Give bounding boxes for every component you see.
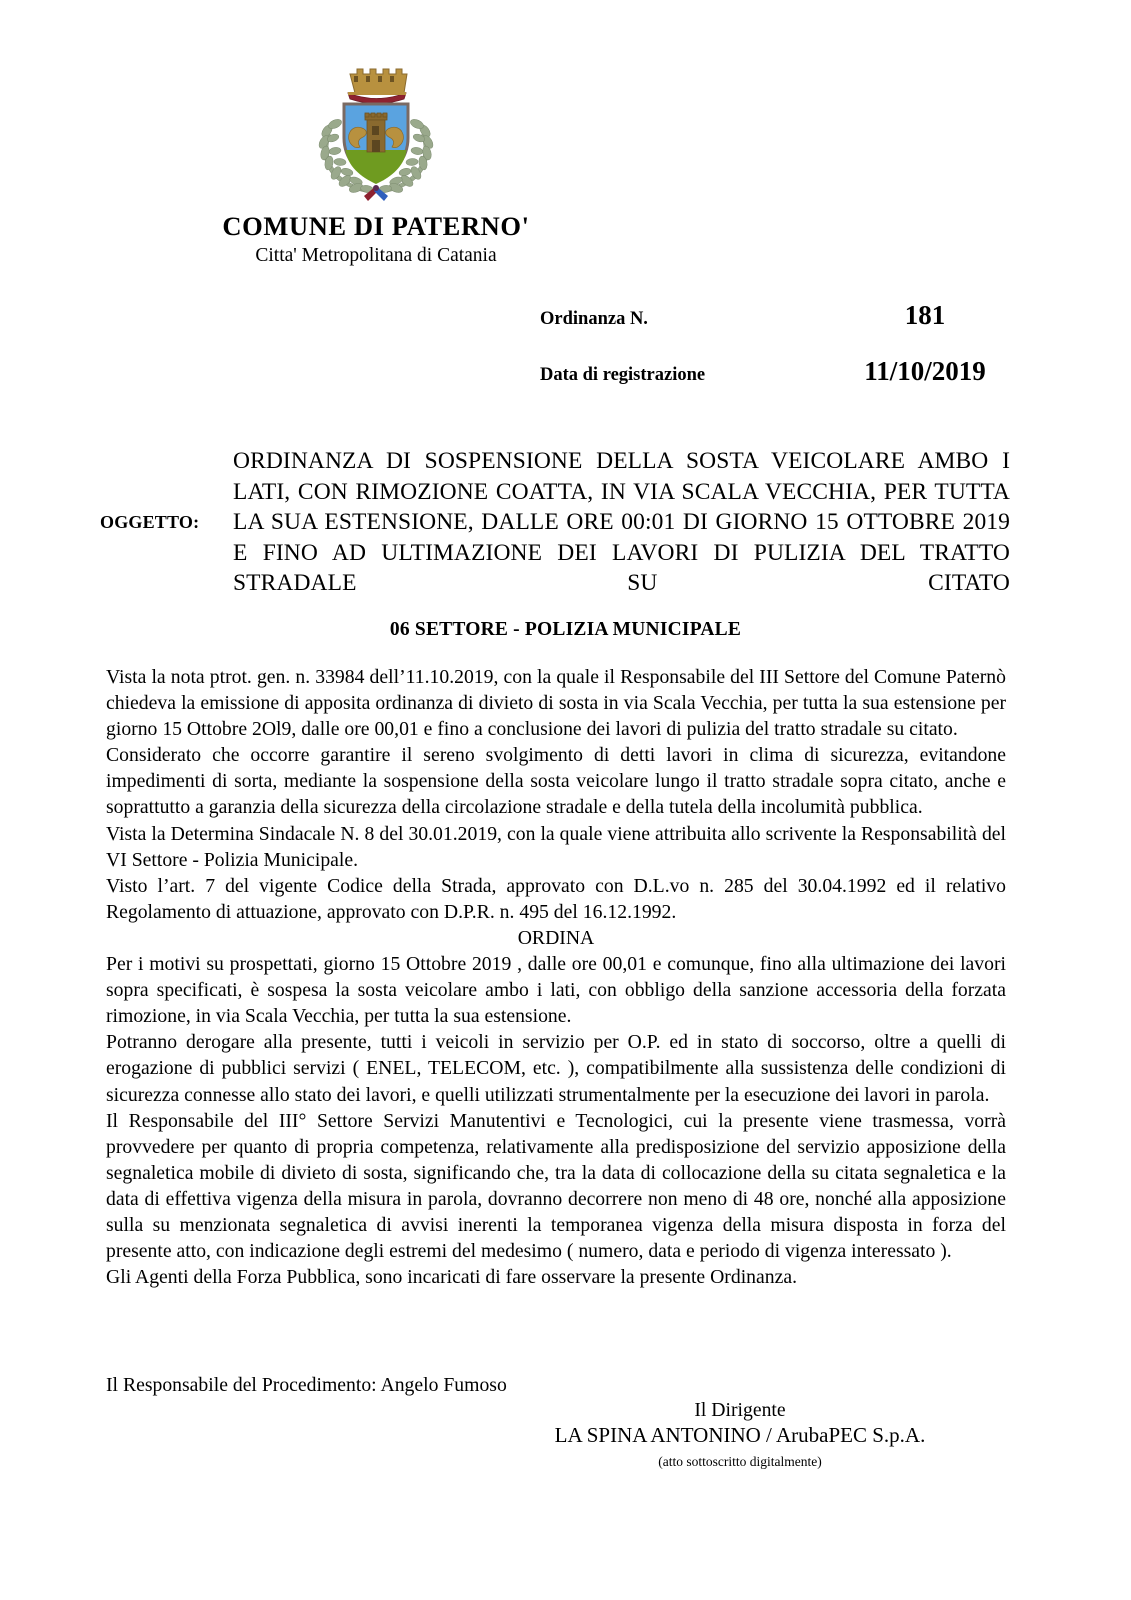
coat-of-arms-icon bbox=[310, 62, 442, 202]
body-paragraph-5: Per i motivi su prospettati, giorno 15 Ottobre 2019 , dalle ore 00,01 e comunque, fino alla ultimazione dei lavori sopra specificati, è sospesa la sosta veicolare ambo i lati, con obbligo della sanzione accessoria della forzata rimozione, in via Scala Vecchia, per tutta la sua estensione. bbox=[106, 953, 1006, 1028]
oggetto-section bbox=[100, 446, 1010, 599]
digital-signature-note: (atto sottoscritto digitalmente) bbox=[658, 1454, 822, 1469]
signature-block bbox=[480, 1398, 1000, 1474]
ordinanza-number-value: 181 bbox=[904, 300, 946, 330]
ordina-heading: ORDINA bbox=[517, 926, 595, 949]
comune-title: COMUNE DI PATERNO' bbox=[222, 211, 530, 241]
registration-date-row bbox=[540, 356, 1010, 412]
body-paragraph-6: Potranno derogare alla presente, tutti i veicoli in servizio per O.P. ed in stato di soccorso, oltre a quelli di erogazione di pubblici servizi ( ENEL, TELECOM, etc. ), compatibilmente alla sussistenza delle condizioni di sicurezza connesse allo stato dei lavori, e quelli utilizzati strumentalmente per la esecuzione dei lavori in parola. bbox=[106, 1031, 1006, 1106]
body-paragraph-8: Gli Agenti della Forza Pubblica, sono incaricati di fare osservare la presente Ordinanza. bbox=[106, 1266, 797, 1289]
dirigente-label: Il Dirigente bbox=[694, 1399, 786, 1421]
ordinanza-meta bbox=[540, 300, 1010, 412]
registration-date-label: Data di registrazione bbox=[540, 365, 706, 385]
body-paragraph-1: Vista la nota ptrot. gen. n. 33984 dell’11.10.2019, con la quale il Responsabile del III Settore del Comune Paternò chiedeva la emissione di apposita ordinanza di divieto di sosta in via Scala Vecchia, per tutta la sua estensione per giorno 15 Ottobre 2Ol9, dalle ore 00,01 e fino a conclusione dei lavori di pulizia del tratto stradale su citato. bbox=[106, 666, 1006, 741]
document-body bbox=[106, 664, 1006, 1290]
body-paragraph-2: Considerato che occorre garantire il sereno svolgimento di detti lavori in clima di sicurezza, evitandone impedimenti di sorta, mediante la sospensione della sosta veicolare lungo il tratto stradale sopra citato, anche e soprattutto a garanzia della sicurezza della circolazione stradale e della tutela della incolumità pubblica. bbox=[106, 744, 1006, 819]
oggetto-text: ORDINANZA DI SOSPENSIONE DELLA SOSTA VEICOLARE AMBO I LATI, CON RIMOZIONE COATTA, IN VIA SCALA VECCHIA, PER TUTTA LA SUA ESTENSIONE, DALLE ORE 00:01 DI GIORNO 15 OTTOBRE 2019 E FINO AD ULTIMAZIONE DEI LAVORI DI PULIZIA DEL TRATTO STRADALE SU CITATO bbox=[233, 448, 1010, 596]
dirigente-name: LA SPINA ANTONINO / ArubaPEC S.p.A. bbox=[554, 1423, 926, 1447]
ordinanza-number-row bbox=[540, 300, 1010, 356]
settore-heading: 06 SETTORE - POLIZIA MUNICIPALE bbox=[389, 619, 742, 640]
body-paragraph-4: Visto l’art. 7 del vigente Codice della Strada, approvato con D.L.vo n. 285 del 30.04.1992 ed il relativo Regolamento di attuazione, approvato con D.P.R. n. 495 del 16.12.1992. bbox=[106, 874, 1006, 923]
oggetto-label: OGGETTO: bbox=[100, 511, 200, 532]
document-header bbox=[0, 62, 752, 267]
responsabile-procedimento: Il Responsabile del Procedimento: Angelo Fumoso bbox=[106, 1374, 507, 1396]
ordinanza-number-label: Ordinanza N. bbox=[540, 309, 648, 329]
comune-subtitle: Citta' Metropolitana di Catania bbox=[255, 245, 497, 267]
registration-date-value: 11/10/2019 bbox=[864, 356, 986, 386]
body-paragraph-7: Il Responsabile del III° Settore Servizi Manutentivi e Tecnologici, cui la presente viene trasmessa, vorrà provvedere per quanto di propria competenza, relativamente alla predisposizione del servizio apposizione della segnaletica mobile di divieto di sosta, significando che, tra la data di collocazione della su citata segnaletica e la data di effettiva vigenza della misura in parola, dovranno decorrere non meno di 48 ore, nonché alla apposizione sulla su menzionata segnaletica di avvisi inerenti la temporanea vigenza della misura disposta in forza del presente atto, con indicazione degli estremi del medesimo ( numero, data e periodo di vigenza interessato ). bbox=[106, 1109, 1006, 1263]
body-paragraph-3: Vista la Determina Sindacale N. 8 del 30.01.2019, con la quale viene attribuita allo scrivente la Responsabilità del VI Settore - Polizia Municipale. bbox=[106, 822, 1006, 871]
